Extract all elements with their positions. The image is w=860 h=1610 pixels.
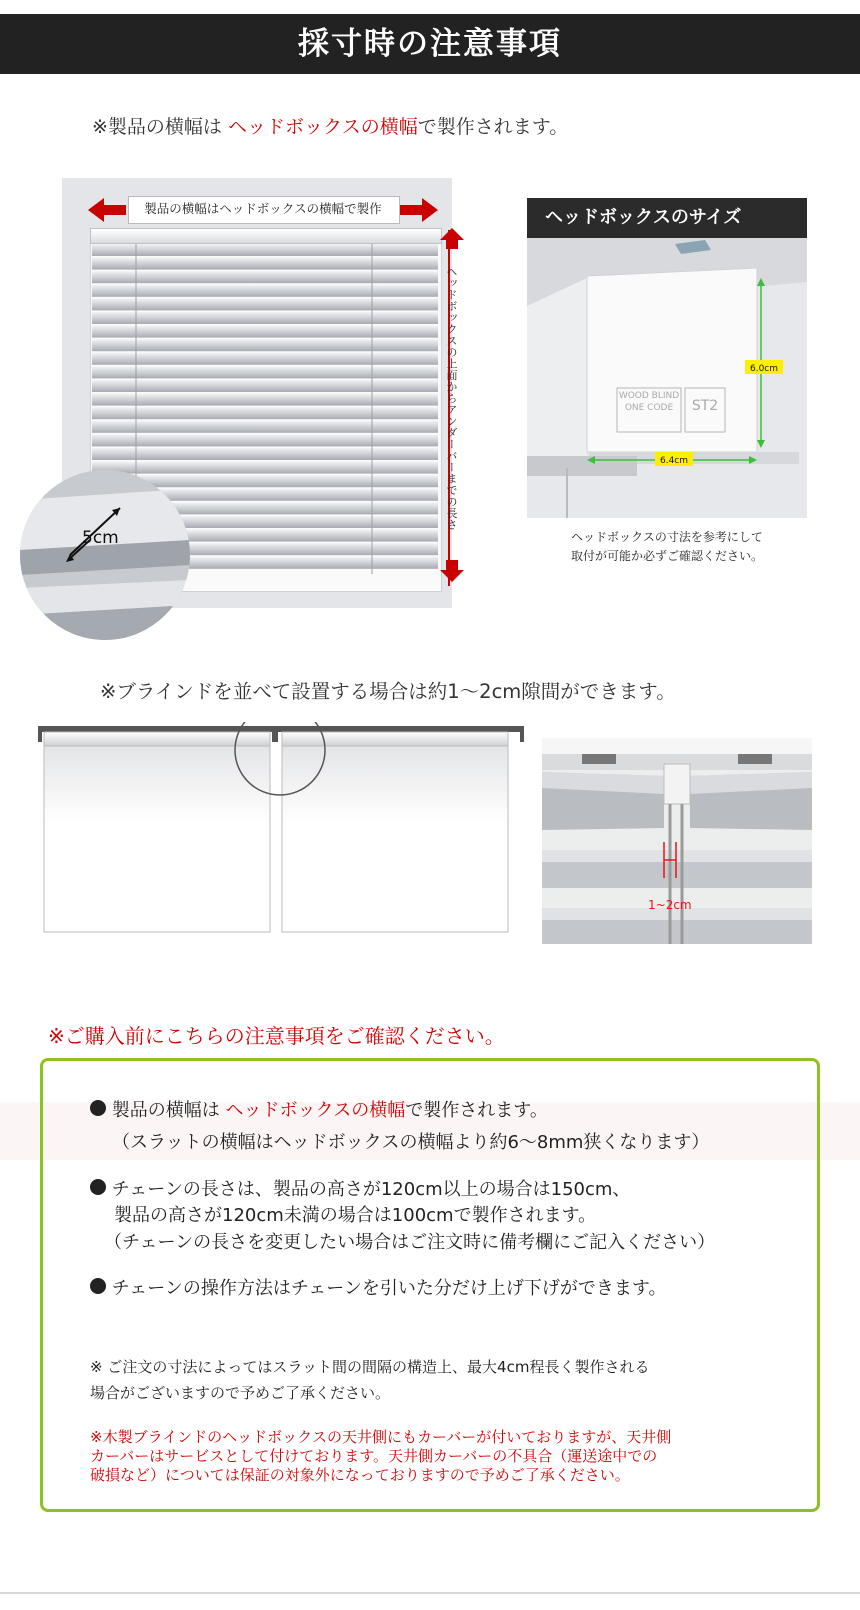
notice-item-2-line1: チェーンの長さは、製品の高さが120cm以上の場合は150cm、 <box>111 1179 631 1200</box>
blind-slat <box>92 312 438 324</box>
headbox-title: ヘッドボックスのサイズ <box>545 207 742 228</box>
width-label: 製品の横幅はヘッドボックスの横幅で製作 <box>144 201 382 216</box>
slat-size-label: 5cm <box>82 528 119 548</box>
notice-title: ※ご購入前にこちらの注意事項をご確認ください。 <box>48 1024 505 1048</box>
blind-slat <box>92 339 438 351</box>
blind-slat <box>92 326 438 338</box>
headbox-brand-line1: WOOD BLIND <box>618 391 680 401</box>
notice-item-1 <box>90 1096 548 1122</box>
notice-item-1-highlight: ヘッドボックスの横幅 <box>225 1100 406 1121</box>
arrow-up-icon <box>440 228 464 250</box>
height-label: ヘッドボックスの上面からアンダーバーまでの長さ <box>445 266 458 531</box>
intro-suffix: で製作されます。 <box>417 116 569 138</box>
blind-slat <box>92 244 438 256</box>
notice-item-1-prefix: 製品の横幅は <box>111 1100 220 1121</box>
blind-slat <box>92 448 438 460</box>
bullet-icon <box>90 1278 106 1294</box>
headbox-note <box>527 528 807 566</box>
notice-small-line2: 場合がございますので予めご了承ください。 <box>90 1384 391 1402</box>
bullet-icon <box>90 1100 106 1116</box>
gap-photo <box>542 738 812 944</box>
notice-small-line1: ※ ご注文の寸法によってはスラット間の間隔の構造上、最大4cm程長く製作される <box>90 1358 650 1376</box>
gap-label: 1~2cm <box>648 898 692 912</box>
notice-red-line2: カーバーはサービスとして付けております。天井側カーバーの不具合（運送途中での <box>90 1447 658 1465</box>
notice-item-2-line2: 製品の高さが120cm未満の場合は100cmで製作されます。 <box>114 1205 597 1226</box>
blind-slat <box>92 421 438 433</box>
blind-slat <box>92 380 438 392</box>
headbox-note-line2: 取付が可能か必ずご確認ください。 <box>570 549 763 563</box>
notice-item-2 <box>90 1175 630 1201</box>
blind-slat <box>92 462 438 474</box>
blind-slat <box>92 434 438 446</box>
notice-item-1-suffix: で製作されます。 <box>405 1100 548 1121</box>
blind-slat <box>92 298 438 310</box>
intro-highlight: ヘッドボックスの横幅 <box>227 116 418 138</box>
arrow-down-icon <box>440 560 464 582</box>
blind-slat <box>92 366 438 378</box>
bottom-divider <box>0 1592 860 1594</box>
headbox-photo <box>527 238 807 518</box>
side-by-side-diagram <box>36 722 526 954</box>
blind-slat <box>92 285 438 297</box>
headbox-brand <box>617 390 681 414</box>
intro-text <box>92 112 568 139</box>
arrow-left-icon <box>88 198 128 222</box>
notice-item-3 <box>90 1274 667 1300</box>
headbox-note-line1: ヘッドボックスの寸法を参考にして <box>571 530 763 544</box>
notice-item-2-line3: （チェーンの長さを変更したい場合はご注文時に備考欄にご記入ください） <box>104 1232 716 1253</box>
notice-item-3-text: チェーンの操作方法はチェーンを引いた分だけ上げ下げができます。 <box>111 1278 667 1299</box>
side-by-side-title: ※ブラインドを並べて設置する場合は約1～2cm隙間ができます。 <box>100 680 676 703</box>
blind-slat <box>92 407 438 419</box>
blind-slat <box>92 271 438 283</box>
blind-headrail <box>90 228 442 244</box>
slat-zoom-circle <box>20 470 190 640</box>
arrow-right-icon <box>398 198 438 222</box>
bullet-icon <box>90 1179 106 1195</box>
headbox-brand-line2: ONE CODE <box>624 403 674 413</box>
headbox-width-label: 6.4cm <box>659 456 689 466</box>
notice-red-note <box>90 1428 671 1485</box>
blind-slat <box>92 258 438 270</box>
headbox-logo: ST2 <box>691 398 719 414</box>
notice-red-line3: 破損など）については保証の対象外になっておりますので予めご了承ください。 <box>90 1466 630 1484</box>
blind-slat <box>92 353 438 365</box>
blind-slat <box>92 394 438 406</box>
page-title: 採寸時の注意事項 <box>298 26 562 62</box>
notice-red-line1: ※木製ブラインドのヘッドボックスの天井側にもカーバーが付いておりますが、天井側 <box>90 1428 672 1446</box>
headbox-height-label: 6.0cm <box>749 364 779 374</box>
intro-prefix: ※製品の横幅は <box>92 116 222 138</box>
notice-item-1-sub: （スラットの横幅はヘッドボックスの横幅より約6～8mm狭くなります） <box>112 1132 710 1153</box>
